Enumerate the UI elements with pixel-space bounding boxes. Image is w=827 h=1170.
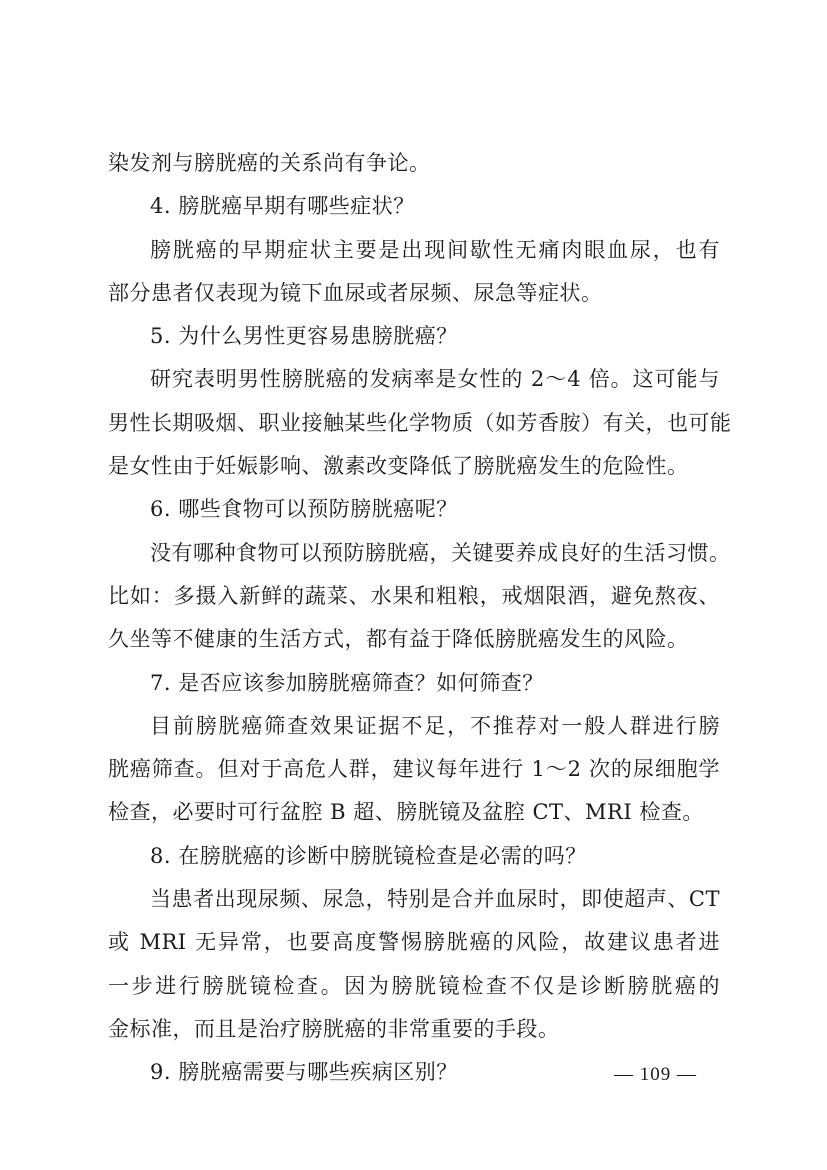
text-line: 检查，必要时可行盆腔 B 超、膀胱镜及盆腔 CT、MRI 检查。	[108, 800, 704, 825]
text-line: 是女性由于妊娠影响、激素改变降低了膀胱癌发生的危险性。	[108, 454, 689, 479]
question-heading: 5. 为什么男性更容易患膀胱癌？	[150, 324, 458, 349]
text-line: 比如：多摄入新鲜的蔬菜、水果和粗粮，戒烟限酒，避免熬夜、	[108, 583, 720, 608]
question-heading: 4. 膀胱癌早期有哪些症状？	[150, 194, 415, 219]
document-body	[108, 142, 732, 1095]
text-line: 当患者出现尿频、尿急，特别是合并血尿时，即使超声、CT	[150, 887, 720, 912]
page-number: — 109 —	[614, 1064, 697, 1085]
text-line: 一步进行膀胱镜检查。因为膀胱镜检查不仅是诊断膀胱癌的	[108, 973, 720, 998]
question-heading: 7. 是否应该参加膀胱癌筛查？如何筛查？	[150, 670, 544, 695]
text-line: 膀胱癌的早期症状主要是出现间歇性无痛肉眼血尿，也有	[150, 237, 720, 262]
text-line: 久坐等不健康的生活方式，都有益于降低膀胱癌发生的风险。	[108, 627, 689, 652]
text-line: 目前膀胱癌筛查效果证据不足，不推荐对一般人群进行膀	[150, 713, 720, 738]
text-line: 染发剂与膀胱癌的关系尚有争论。	[108, 151, 431, 175]
text-line: 没有哪种食物可以预防膀胱癌，关键要养成良好的生活习惯。	[150, 540, 731, 565]
text-line: 男性长期吸烟、职业接触某些化学物质（如芳香胺）有关，也可能	[108, 410, 732, 435]
question-heading: 6. 哪些食物可以预防膀胱癌呢？	[150, 497, 458, 522]
text-line: 部分患者仅表现为镜下血尿或者尿频、尿急等症状。	[108, 280, 603, 305]
question-heading: 8. 在膀胱癌的诊断中膀胱镜检查是必需的吗？	[150, 843, 587, 868]
text-line: 金标准，而且是治疗膀胱癌的非常重要的手段。	[108, 1016, 560, 1041]
text-line: 胱癌筛查。但对于高危人群，建议每年进行 1～2 次的尿细胞学	[108, 757, 720, 782]
text-line: 研究表明男性膀胱癌的发病率是女性的 2～4 倍。这可能与	[150, 367, 720, 392]
question-heading: 9. 膀胱癌需要与哪些疾病区别？	[150, 1060, 458, 1085]
text-line: 或 MRI 无异常，也要高度警惕膀胱癌的风险，故建议患者进	[108, 930, 720, 955]
